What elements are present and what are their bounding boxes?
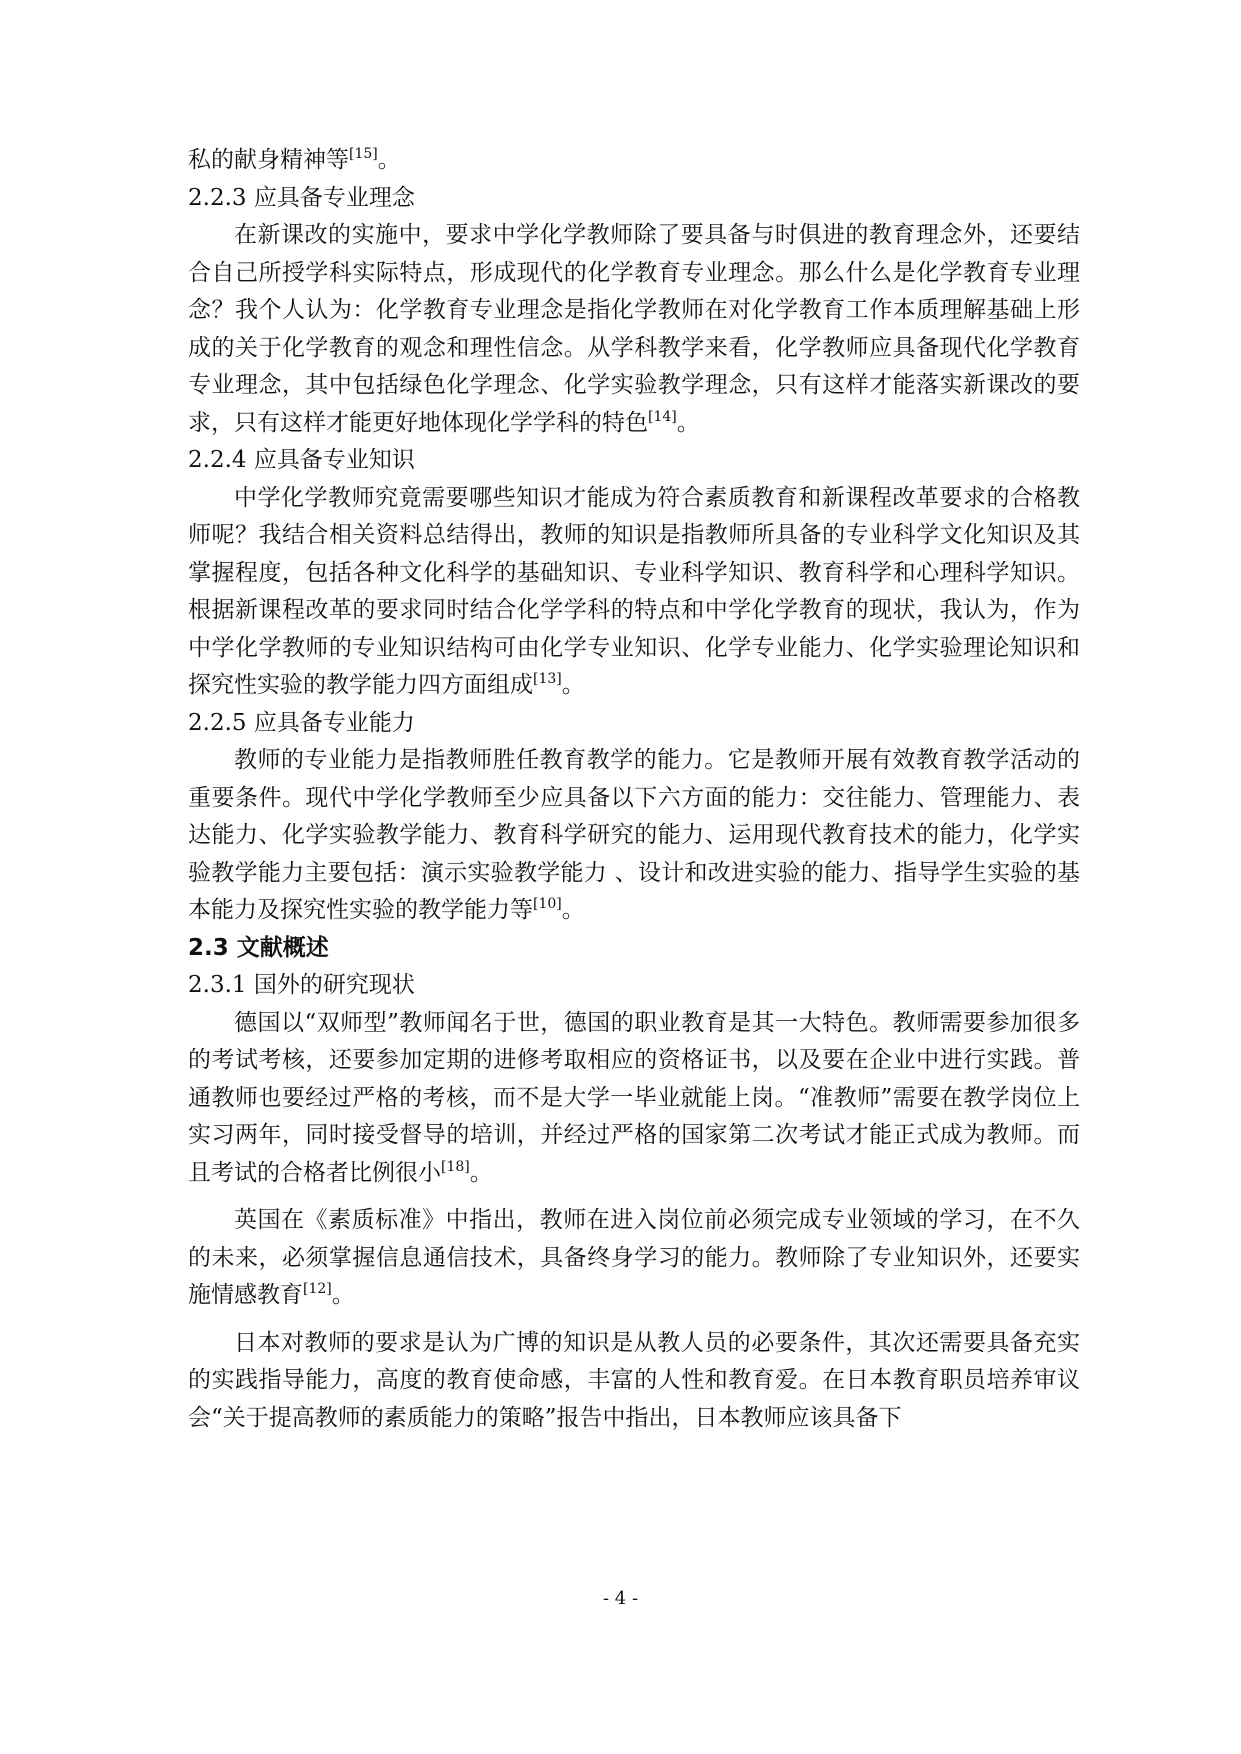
- paragraph-end: 。: [561, 897, 585, 923]
- citation-ref: [12]: [303, 1281, 332, 1297]
- paragraph-end: 。: [469, 1159, 493, 1186]
- paragraph-end: 。: [377, 147, 401, 173]
- paragraph-professional-knowledge: [188, 480, 1080, 705]
- paragraph-text: 中学化学教师究竟需要哪些知识才能成为符合素质教育和新课程改革要求的合格教师呢？我结合相关资料总结得出，教师的知识是指教师所具备的专业科学文化知识及其掌握程度，包括各种文化科学的基础知识、专业科学知识、教育科学和心理科学知识。根据新课程改革的要求同时结合化学学科的特点和中学化学教育的现状，我认为，作为中学化学教师的专业知识结构可由化学专业知识、化学专业能力、化学实验理论知识和探究性实验的教学能力四方面组成: [188, 484, 1080, 698]
- citation-ref: [10]: [533, 896, 562, 912]
- section-heading-2-2-5: 2.2.5 应具备专业能力: [188, 709, 415, 736]
- paragraph-end: 。: [561, 672, 585, 698]
- paragraph-end: 。: [331, 1282, 355, 1308]
- paragraph-text: 日本对教师的要求是认为广博的知识是从教人员的必要条件，其次还需要具备充实的实践指导能力，高度的教育使命感，丰富的人性和教育爱。在日本教育职员培养审议会“关于提高教师的素质能力的策略”报告中指出，日本教师应该具备下: [188, 1329, 1080, 1431]
- section-heading-2-2-3: 2.2.3 应具备专业理念: [188, 184, 415, 211]
- section-heading-2-3-1: 2.3.1 国外的研究现状: [188, 972, 415, 998]
- paragraph-japan: [188, 1325, 1080, 1438]
- paragraph-professional-philosophy: [188, 217, 1080, 442]
- document-body: [188, 142, 1080, 1437]
- paragraph-uk: [188, 1202, 1080, 1315]
- paragraph-continued: [188, 142, 1080, 180]
- section-heading-2-2-4: 2.2.4 应具备专业知识: [188, 447, 415, 473]
- citation-ref: [18]: [441, 1158, 470, 1175]
- paragraph-text: 德国以“双师型”教师闻名于世，德国的职业教育是其一大特色。教师需要参加很多的考试考核，还要参加定期的进修考取相应的资格证书，以及要在企业中进行实践。普通教师也要经过严格的考核，而不是大学一毕业就能上岗。“准教师”需要在教学岗位上实习两年，同时接受督导的培训，并经过严格的国家第二次考试才能正式成为教师。而且考试的合格者比例很小: [188, 1009, 1080, 1186]
- paragraph-text: 私的献身精神等: [188, 147, 349, 173]
- citation-ref: [14]: [648, 408, 677, 425]
- paragraph-end: 。: [676, 409, 700, 436]
- section-heading-2-3: 2.3 文献概述: [188, 934, 329, 961]
- page-number: - 4 -: [602, 1588, 639, 1609]
- paragraph-text: 教师的专业能力是指教师胜任教育教学的能力。它是教师开展有效教育教学活动的重要条件。现代中学化学教师至少应具备以下六方面的能力：交往能力、管理能力、表达能力、化学实验教学能力、教育科学研究的能力、运用现代教育技术的能力，化学实验教学能力主要包括：演示实验教学能力 、设计和改进实验的能力、指导学生实验的基本能力及探究性实验的教学能力等: [188, 747, 1080, 923]
- paragraph-text: 英国在《素质标准》中指出，教师在进入岗位前必须完成专业领域的学习，在不久的未来，必须掌握信息通信技术，具备终身学习的能力。教师除了专业知识外，还要实施情感教育: [188, 1207, 1080, 1308]
- paragraph-germany: [188, 1005, 1080, 1193]
- paragraph-professional-ability: [188, 742, 1080, 930]
- citation-ref: [15]: [349, 146, 378, 162]
- citation-ref: [13]: [533, 671, 562, 687]
- paragraph-text: 在新课改的实施中，要求中学化学教师除了要具备与时俱进的教育理念外，还要结合自己所授学科实际特点，形成现代的化学教育专业理念。那么什么是化学教育专业理念？我个人认为：化学教育专业理念是指化学教师在对化学教育工作本质理解基础上形成的关于化学教育的观念和理性信念。从学科教学来看，化学教师应具备现代化学教育专业理念，其中包括绿色化学理念、化学实验教学理念，只有这样才能落实新课改的要求，只有这样才能更好地体现化学学科的特色: [188, 222, 1080, 436]
